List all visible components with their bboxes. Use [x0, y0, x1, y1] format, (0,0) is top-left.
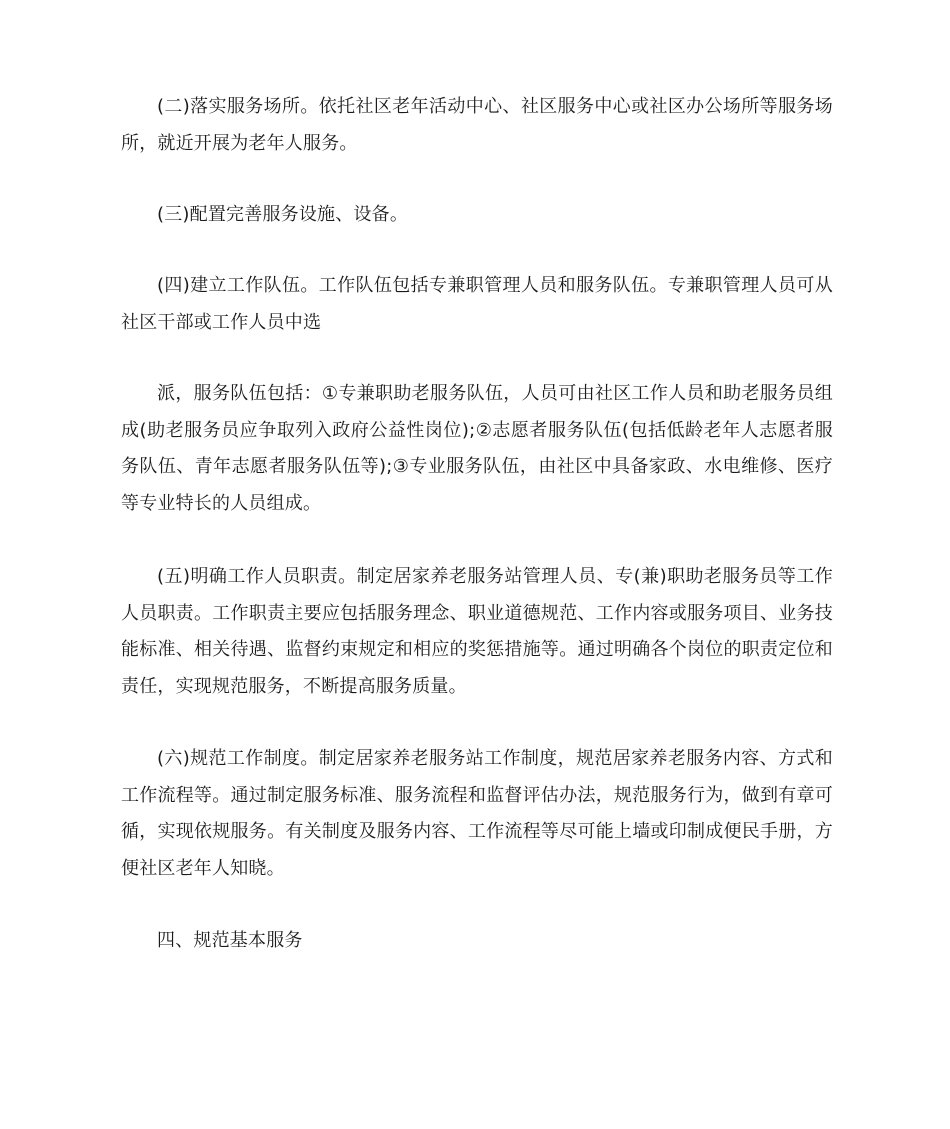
section-heading-basic-services: 四、规范基本服务	[157, 930, 303, 951]
paragraph-service-venue: (二)落实服务场所。依托社区老年活动中心、社区服务中心或社区办公场所等服务场所，就近开展为老年人服务。	[121, 96, 833, 154]
paragraph-staff-duties: (五)明确工作人员职责。制定居家养老服务站管理人员、专(兼)职助老服务员等工作人员职责。工作职责主要应包括服务理念、职业道德规范、工作内容或服务项目、业务技能标准、相关待遇、监督约束规定和相应的奖惩措施等。通过明确各个岗位的职责定位和责任，实现规范服务，不断提高服务质量。	[121, 566, 833, 697]
paragraph-work-team: (四)建立工作队伍。工作队伍包括专兼职管理人员和服务队伍。专兼职管理人员可从社区干部或工作人员中选	[121, 275, 833, 333]
paragraph-work-system: (六)规范工作制度。制定居家养老服务站工作制度，规范居家养老服务内容、方式和工作流程等。通过制定服务标准、服务流程和监督评估办法，规范服务行为，做到有章可循，实现依规服务。有关制度及服务内容、工作流程等尽可能上墙或印制成便民手册，方便社区老年人知晓。	[121, 748, 833, 879]
paragraph-facilities: (三)配置完善服务设施、设备。	[157, 204, 409, 225]
paragraph-team-composition: 派，服务队伍包括：①专兼职助老服务队伍，人员可由社区工作人员和助老服务员组成(助老服务员应争取列入政府公益性岗位);②志愿者服务队伍(包括低龄老年人志愿者服务队伍、青年志愿者服务队伍等);③专业服务队伍，由社区中具备家政、水电维修、医疗等专业特长的人员组成。	[121, 383, 833, 514]
